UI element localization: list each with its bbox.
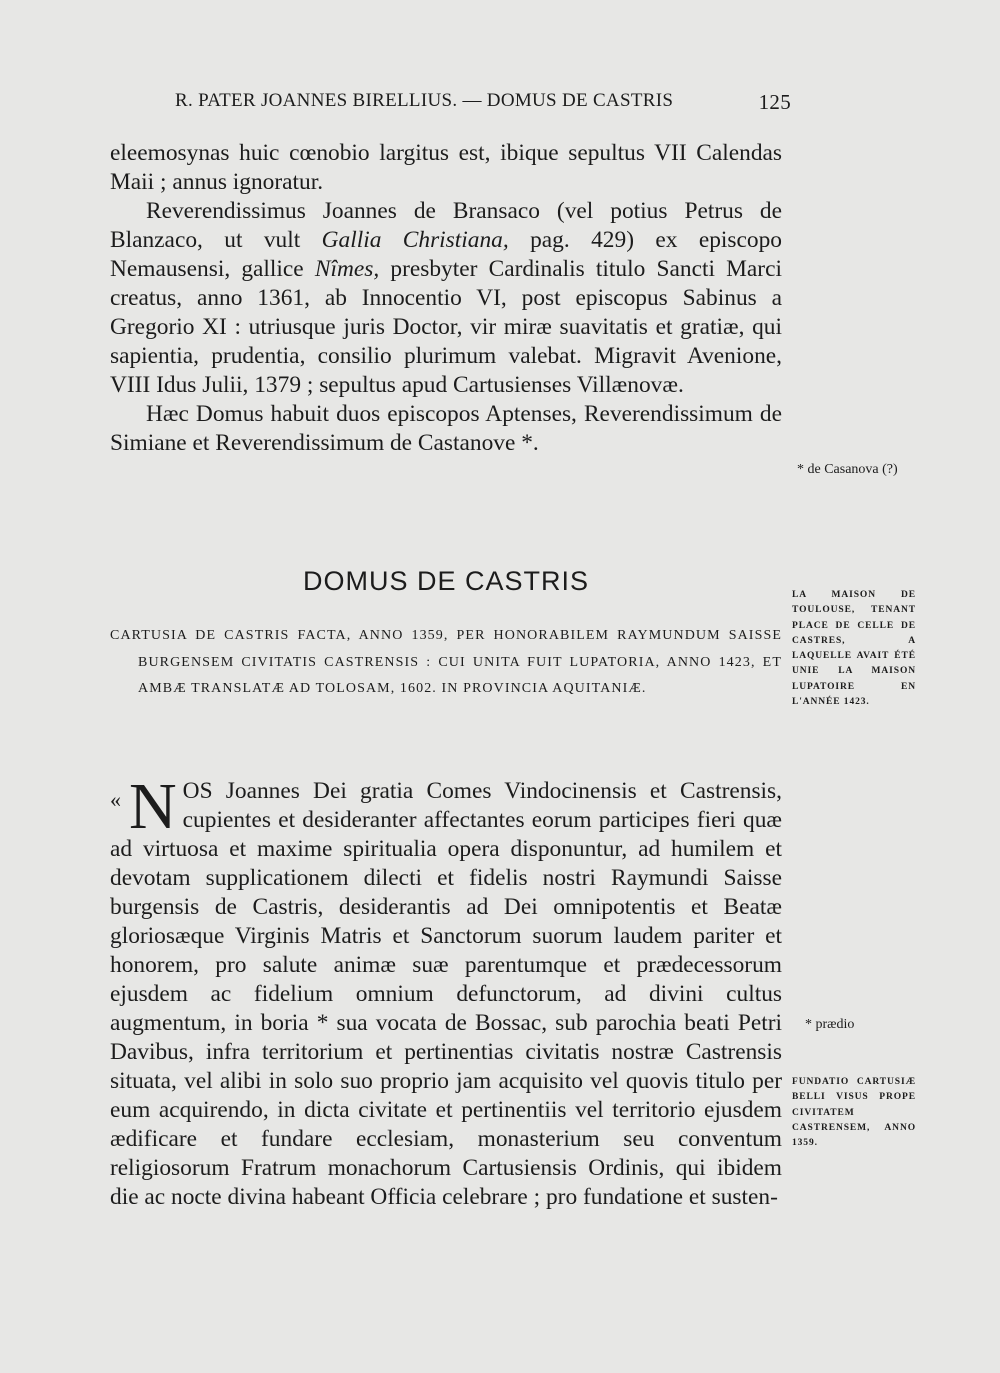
paragraph-bransaco: [110, 197, 782, 400]
top-text-block: [110, 139, 782, 458]
paragraph-text: presbyter Cardinalis titulo Sancti Marci creatus, anno 1361, ab Innocentio VI, post episcopus Sabinus a Gregorio XI : utriusque juris Doctor, vir miræ suavitatis et gratiæ, qui sapientia, prudentia, consilio plurimum valebat. Migravit Avenione, VIII Idus Julii, 1379 ; sepultus apud Cartusienses Villænovæ.: [110, 256, 782, 398]
margin-note-praedio: * prædio: [805, 1017, 855, 1032]
paragraph-text: pag. 429) ex episcopo Nemausensi, gallice: [110, 227, 782, 282]
summary-text: CARTUSIA DE CASTRIS FACTA, ANNO 1359, PER HONORABILEM RAYMUNDUM SAISSE BURGENSEM CIVITATIS CASTRENSIS : CUI UNITA FUIT LUPATORIA, ANNO 1423, ET AMBÆ TRANSLATÆ AD TOLOSAM, 1602. IN PROVINCIA AQUITANIÆ.: [110, 628, 782, 696]
margin-note-casanova: * de Casanova (?): [797, 462, 898, 477]
page-number: 125: [758, 90, 791, 114]
drop-cap: N: [129, 770, 177, 843]
open-quote: «: [110, 787, 121, 812]
italic-place: Nîmes,: [314, 256, 380, 282]
charter-paragraph: [110, 770, 782, 1212]
running-header: [175, 90, 791, 112]
margin-note-fundatio: FUNDATIO CARTUSIÆ BELLI VISUS PROPE CIVITATEM CASTRENSEM, ANNO 1359.: [792, 1077, 916, 1149]
charter-text: OS Joannes Dei gratia Comes Vindocinensis et Castrensis, cupientes et desideranter affectantes eorum participes fieri quæ ad virtuosa et maxime spiritualia opera disponuntur, ad humilem et devotam supplicationem dilecti et fidelis nostri Raymundi Saisse burgensis de Castris, desiderantis ad Dei omnipotentis et Beatæ gloriosæque Virginis Matris et Sanctorum suorum laudem pariter et honorem, pro salute animæ suæ parentumque et prædecessorum ejusdem ac fidelium omnium defunctorum, ad divini cultus augmentum, in boria * sua vocata de Bossac, sub parochia beati Petri Davibus, infra territorium et pertinentias civitatis nostræ Castrensis situata, vel alibi in solo suo proprio jam acquisito vel quovis titulo per eum acquirendo, in dicta civitate et pertinentiis vel territorio ejusdem ædificare et fundare ecclesiam, monasterium seu conventum religiosorum Fratrum monachorum Cartusiensis Ordinis, qui ibidem die ac nocte divina habeant Officia celebrare ; pro fundatione et susten-: [110, 778, 782, 1210]
paragraph-continuation: eleemosynas huic cœnobio largitus est, ibique sepultus VII Calendas Maii ; annus ignoratur.: [110, 140, 782, 195]
italic-title: Gallia Christiana,: [321, 227, 509, 253]
section-title: DOMUS DE CASTRIS: [302, 566, 590, 596]
paragraph-text: Reverendissimus Joannes de Bransaco (vel potius Petrus de Blanzaco, ut vult: [110, 198, 782, 253]
running-title: R. PATER JOANNES BIRELLIUS. — DOMUS DE CASTRIS: [175, 90, 674, 111]
paragraph-episcopi: Hæc Domus habuit duos episcopos Aptenses, Reverendissimum de Simiane et Reverendissimum de Castanove *.: [110, 401, 782, 456]
section-summary: [110, 623, 782, 703]
charter-text-block: [110, 770, 782, 1212]
margin-note-maison: LA MAISON DE TOULOUSE, TENANT PLACE DE CELLE DE CASTRES, A LAQUELLE AVAIT ÉTÉ UNIE LA MAISON LUPATOIRE EN L'ANNÉE 1423.: [792, 590, 916, 708]
